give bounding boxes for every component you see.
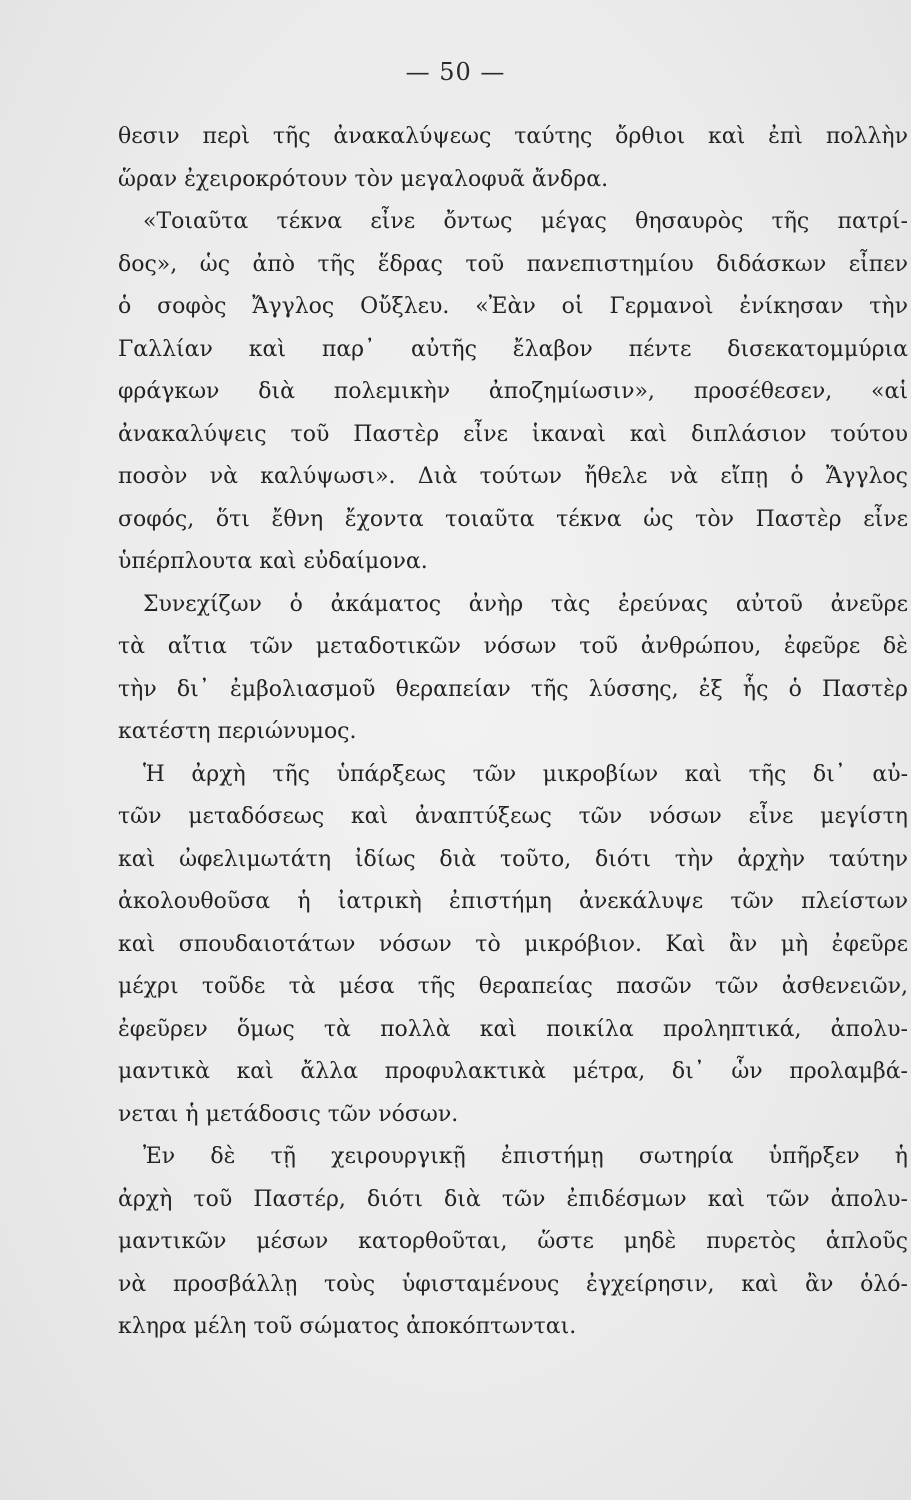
page-number: — 50 — [405, 58, 506, 86]
paragraph [118, 1136, 908, 1349]
text-line: ποσὸν νὰ καλύψωσι». Διὰ τούτων ἤθελε νὰ εἴπῃ ὁ Ἄγγλος [118, 464, 908, 489]
text-line: «Τοιαῦτα τέκνα εἶνε ὄντως μέγας θησαυρὸς τῆς πατρί- [143, 209, 908, 234]
text-line: ὑπέρπλουτα καὶ εὐδαίμονα. [118, 549, 428, 574]
text-line: ὁ σοφὸς Ἄγγλος Οὔξλευ. «Ἐὰν οἱ Γερμανοὶ ἐνίκησαν τὴν [118, 294, 908, 319]
text-line: Ἡ ἀρχὴ τῆς ὑπάρξεως τῶν μικροβίων καὶ τῆς δι᾽ αὐ- [143, 761, 908, 787]
text-line: Συνεχίζων ὁ ἀκάματος ἀνὴρ τὰς ἐρεύνας αὐτοῦ ἀνεῦρε [143, 591, 908, 617]
text-line: φράγκων διὰ πολεμικὴν ἀποζημίωσιν», προσέθεσεν, «αἱ [118, 379, 908, 404]
text-line: καὶ σπουδαιοτάτων νόσων τὸ μικρόβιον. Καὶ ἂν μὴ ἐφεῦρε [118, 931, 908, 957]
text-line: ἀνακαλύψεις τοῦ Παστὲρ εἶνε ἱκαναὶ καὶ διπλάσιον τούτου [118, 421, 908, 447]
text-line: μαντικῶν μέσων κατορθοῦται, ὥστε μηδὲ πυρετὸς ἁπλοῦς [118, 1229, 908, 1254]
paragraph [118, 201, 908, 584]
text-line: δος», ὡς ἀπὸ τῆς ἕδρας τοῦ πανεπιστημίου διδάσκων εἶπεν [118, 251, 908, 277]
paragraph [118, 116, 908, 201]
text-line: μαντικὰ καὶ ἄλλα προφυλακτικὰ μέτρα, δι᾽ ὧν προλαμβά- [118, 1059, 908, 1084]
text-line: Ἐν δὲ τῇ χειρουργικῇ ἐπιστήμῃ σωτηρία ὑπῆρξεν ἡ [143, 1144, 908, 1169]
paragraph [118, 754, 908, 1137]
text-line: μέχρι τοῦδε τὰ μέσα τῆς θεραπείας πασῶν τῶν ἀσθενειῶν, [118, 974, 908, 999]
text-line: κατέστη περιώνυμος. [118, 719, 357, 744]
text-line: ἀκολουθοῦσα ἡ ἰατρικὴ ἐπιστήμη ἀνεκάλυψε τῶν πλείστων [118, 889, 908, 914]
paragraph [118, 584, 908, 754]
text-line: θεσιν περὶ τῆς ἀνακαλύψεως ταύτης ὄρθιοι καὶ ἐπὶ πολλὴν [118, 124, 908, 149]
text-line: ἀρχὴ τοῦ Παστέρ, διότι διὰ τῶν ἐπιδέσμων καὶ τῶν ἀπολυ- [118, 1186, 908, 1212]
text-line: τῶν μεταδόσεως καὶ ἀναπτύξεως τῶν νόσων εἶνε μεγίστη [118, 804, 908, 829]
text-line: ὥραν ἐχειροκρότουν τὸν μεγαλοφυᾶ ἄνδρα. [118, 166, 609, 192]
text-line: νεται ἡ μετάδοσις τῶν νόσων. [118, 1101, 459, 1127]
text-line: σοφός, ὅτι ἔθνη ἔχοντα τοιαῦτα τέκνα ὡς τὸν Παστὲρ εἶνε [118, 506, 908, 532]
text-line: τὰ αἴτια τῶν μεταδοτικῶν νόσων τοῦ ἀνθρώπου, ἐφεῦρε δὲ [118, 634, 908, 659]
text-line: καὶ ὠφελιμωτάτη ἰδίως διὰ τοῦτο, διότι τὴν ἀρχὴν ταύτην [118, 846, 908, 872]
text-line: κληρα μέλη τοῦ σώματος ἀποκόπτωνται. [118, 1314, 577, 1339]
text-line: νὰ προσβάλλῃ τοὺς ὑφισταμένους ἐγχείρησιν, καὶ ἂν ὁλό- [118, 1271, 908, 1297]
text-line: ἐφεῦρεν ὅμως τὰ πολλὰ καὶ ποικίλα προληπτικά, ἀπολυ- [118, 1016, 908, 1042]
page-body-text [118, 116, 908, 1349]
text-line: τὴν δι᾽ ἐμβολιασμοῦ θεραπείαν τῆς λύσσης, ἐξ ἧς ὁ Παστὲρ [118, 676, 908, 702]
text-line: Γαλλίαν καὶ παρ᾽ αὐτῆς ἔλαβον πέντε δισεκατομμύρια [118, 336, 908, 362]
